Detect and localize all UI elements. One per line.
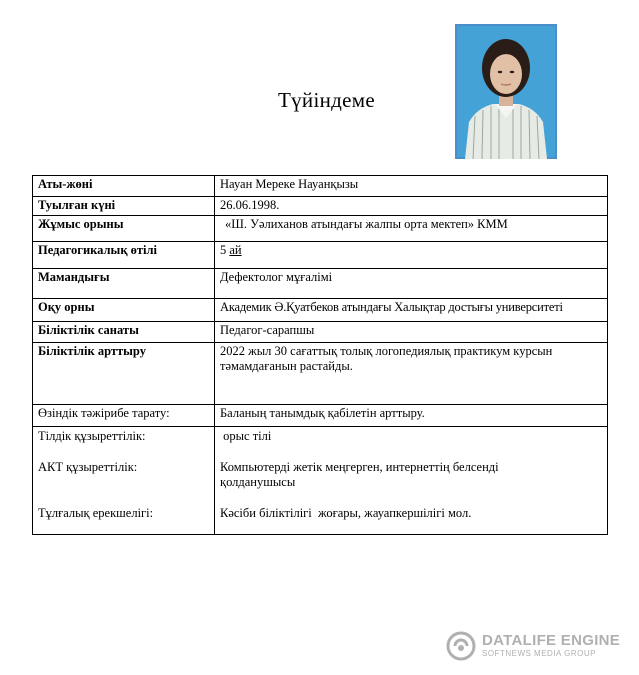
table-row [33,216,608,242]
language-skill-value: орыс тілі [220,429,272,443]
table-row [33,299,608,322]
profile-photo [455,24,557,159]
ict-skill-value: Компьютерді жетік меңгерген, интернеттің белсенді қолданушысы [220,460,499,489]
watermark-logo [446,629,620,663]
resume-table [32,175,608,535]
row-value-skills [215,427,608,535]
row-value-experience [215,242,608,269]
row-label-name: Аты-жөні [33,176,215,197]
row-value-work: «Ш. Уәлиханов атындағы жалпы орта мектеп» КММ [215,216,608,242]
row-label-education: Оқу орны [33,299,215,322]
row-label-work: Жұмыс орыны [33,216,215,242]
table-row [33,176,608,197]
row-value-profession: Дефектолог мұғалімі [215,269,608,299]
row-value-sharing: Баланың танымдық қабілетін арттыру. [215,405,608,427]
row-value-education: Академик Ә.Қуатбеков атындағы Халықтар достығы университеті [215,299,608,322]
row-label-experience: Педагогикалық өтілі [33,242,215,269]
row-label-qualification: Біліктілік санаты [33,322,215,343]
row-label-profession: Мамандығы [33,269,215,299]
ict-skill-label: АКТ құзыреттілік: [38,460,138,474]
row-label-training: Біліктілік арттыру [33,343,215,405]
row-value-qualification: Педагог-сарапшы [215,322,608,343]
language-skill-label: Тілдік құзыреттілік: [38,429,146,443]
table-row [33,242,608,269]
table-row [33,343,608,405]
table-row [33,269,608,299]
row-label-sharing: Өзіндік тәжірибе тарату: [33,405,215,427]
table-row [33,427,608,535]
row-value-birth: 26.06.1998. [215,197,608,216]
personal-trait-value: Кәсіби біліктілігі жоғары, жауапкершілігі мол. [220,506,472,520]
table-row [33,405,608,427]
row-value-name: Науан Мереке Науанқызы [215,176,608,197]
datalife-logo-icon [446,631,476,661]
experience-unit: ай [229,243,242,257]
experience-number: 5 [220,243,230,257]
watermark-subtitle: SOFTNEWS MEDIA GROUP [482,649,597,658]
watermark-brand: DATALIFE ENGINE [482,632,621,649]
table-row [33,322,608,343]
document-title: Түйіндеме [278,88,375,112]
personal-trait-label: Тұлғалық ерекшелігі: [38,506,154,520]
row-label-birth: Туылған күні [33,197,215,216]
table-row [33,197,608,216]
row-value-training: 2022 жыл 30 сағаттық толық логопедиялық практикум курсын тәмамдағанын растайды. [215,343,608,405]
row-label-skills [33,427,215,535]
